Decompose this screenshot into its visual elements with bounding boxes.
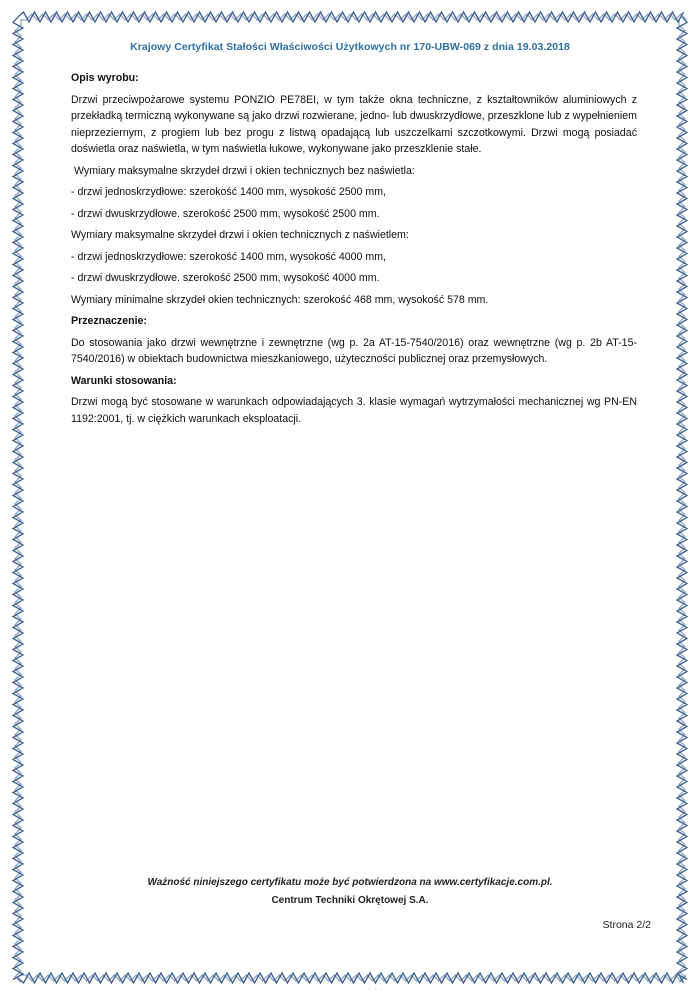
certificate-header: Krajowy Certyfikat Stałości Właściwości Użytkowych nr 170-UBW-069 z dnia 19.03.2018 [130, 41, 570, 53]
purpose-text: Do stosowania jako drzwi wewnętrzne i zewnętrzne (wg p. 2a AT-15-7540/2016) oraz wewnętrzne (wg p. 2b AT-15-7540/2016) w obiektach budownictwa mieszkaniowego, użyteczności publicznej oraz przemysłowych. [71, 336, 637, 365]
max-without-double: - drzwi dwuskrzydłowe. szerokość 2500 mm, wysokość 2500 mm. [71, 207, 380, 220]
footer-validity-note: Ważność niniejszego certyfikatu może być potwierdzona na www.certyfikacje.com.pl. [147, 877, 553, 888]
scan-artifact: · · · [368, 986, 384, 993]
max-with-double: - drzwi dwuskrzydłowe. szerokość 2500 mm, wysokość 4000 mm. [71, 272, 380, 284]
footer-organization: Centrum Techniki Okrętowej S.A. [271, 895, 429, 906]
max-without-transom-heading: Wymiary maksymalne skrzydeł drzwi i okien technicznych bez naświetla: [74, 164, 415, 177]
conditions-text: Drzwi mogą być stosowane w warunkach odpowiadających 3. klasie wymagań wytrzymałości mechanicznej wg PN-EN 1192:2001, tj. w ciężkich warunkach eksploatacji. [71, 396, 637, 425]
max-with-single: - drzwi jednoskrzydłowe: szerokość 1400 mm, wysokość 4000 mm, [71, 250, 386, 263]
max-without-single: - drzwi jednoskrzydłowe: szerokość 1400 mm, wysokość 2500 mm, [71, 186, 386, 198]
min-dimensions: Wymiary minimalne skrzydeł okien technicznych: szerokość 468 mm, wysokość 578 mm. [71, 293, 489, 306]
description-text: Drzwi przeciwpożarowe systemu PONZIO PE78EI, w tym także okna techniczne, z kształtowników aluminiowych z przekładką termiczną wykonywane są jako drzwi rozwierane, jedno- lub dwuskrzydłowe, przeszklone lub z wypełnieniem nieprzeziernym, z progiem lub bez progu z listwą opadającą lub uszczelkami szczotkowymi. Drzwi mogą posiadać doświetla oraz naświetla, w tym naświetla łukowe, wykonywane jako przeszklenie stałe. [71, 93, 637, 155]
conditions-heading: Warunki stosowania: [71, 374, 177, 387]
document-body [71, 70, 637, 427]
description-heading: Opis wyrobu: [71, 72, 139, 84]
max-with-transom-heading: Wymiary maksymalne skrzydeł drzwi i okien technicznych z naświetlem: [71, 229, 409, 241]
page-number: Strona 2/2 [602, 919, 651, 931]
purpose-heading: Przeznaczenie: [71, 315, 147, 327]
